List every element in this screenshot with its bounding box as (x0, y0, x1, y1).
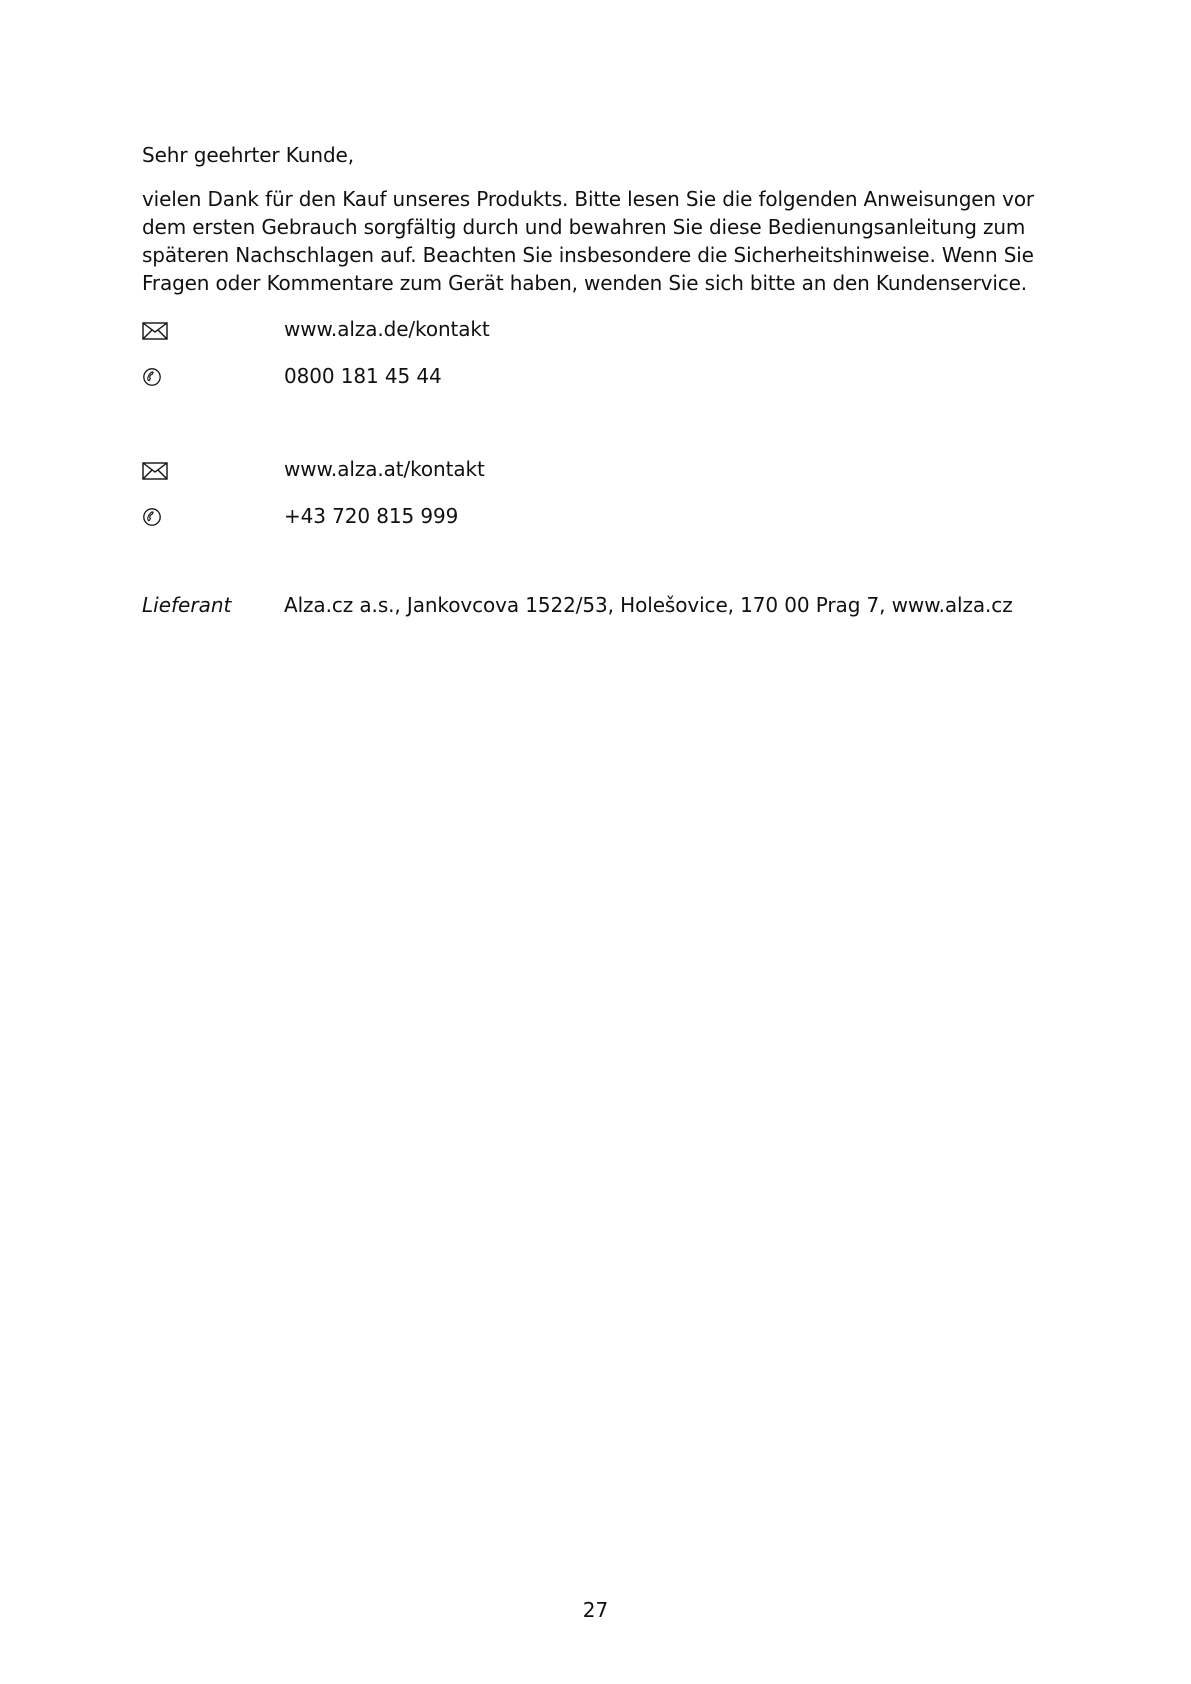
contact-web-link[interactable]: www.alza.at/kontakt (284, 457, 485, 481)
contact-phone-number: 0800 181 45 44 (284, 364, 442, 388)
telephone-icon (142, 367, 162, 387)
intro-paragraph (142, 185, 1062, 297)
envelope-icon (142, 322, 168, 340)
envelope-icon (142, 462, 168, 480)
page-number: 27 (582, 1598, 609, 1622)
intro-line: vielen Dank für den Kauf unseres Produkts. Bitte lesen Sie die folgenden Anweisungen vor (142, 187, 1034, 211)
supplier-label: Lieferant (142, 593, 232, 617)
telephone-icon (142, 507, 162, 527)
greeting: Sehr geehrter Kunde, (142, 143, 355, 167)
intro-line: Fragen oder Kommentare zum Gerät haben, wenden Sie sich bitte an den Kundenservice. (142, 271, 1027, 295)
contact-web-link[interactable]: www.alza.de/kontakt (284, 317, 490, 341)
supplier-address: Alza.cz a.s., Jankovcova 1522/53, Holešovice, 170 00 Prag 7, www.alza.cz (284, 593, 1013, 617)
intro-line: dem ersten Gebrauch sorgfältig durch und bewahren Sie diese Bedienungsanleitung zum (142, 215, 1026, 239)
contact-phone-number: +43 720 815 999 (284, 504, 459, 528)
intro-line: späteren Nachschlagen auf. Beachten Sie insbesondere die Sicherheitshinweise. Wenn Sie (142, 243, 1034, 267)
